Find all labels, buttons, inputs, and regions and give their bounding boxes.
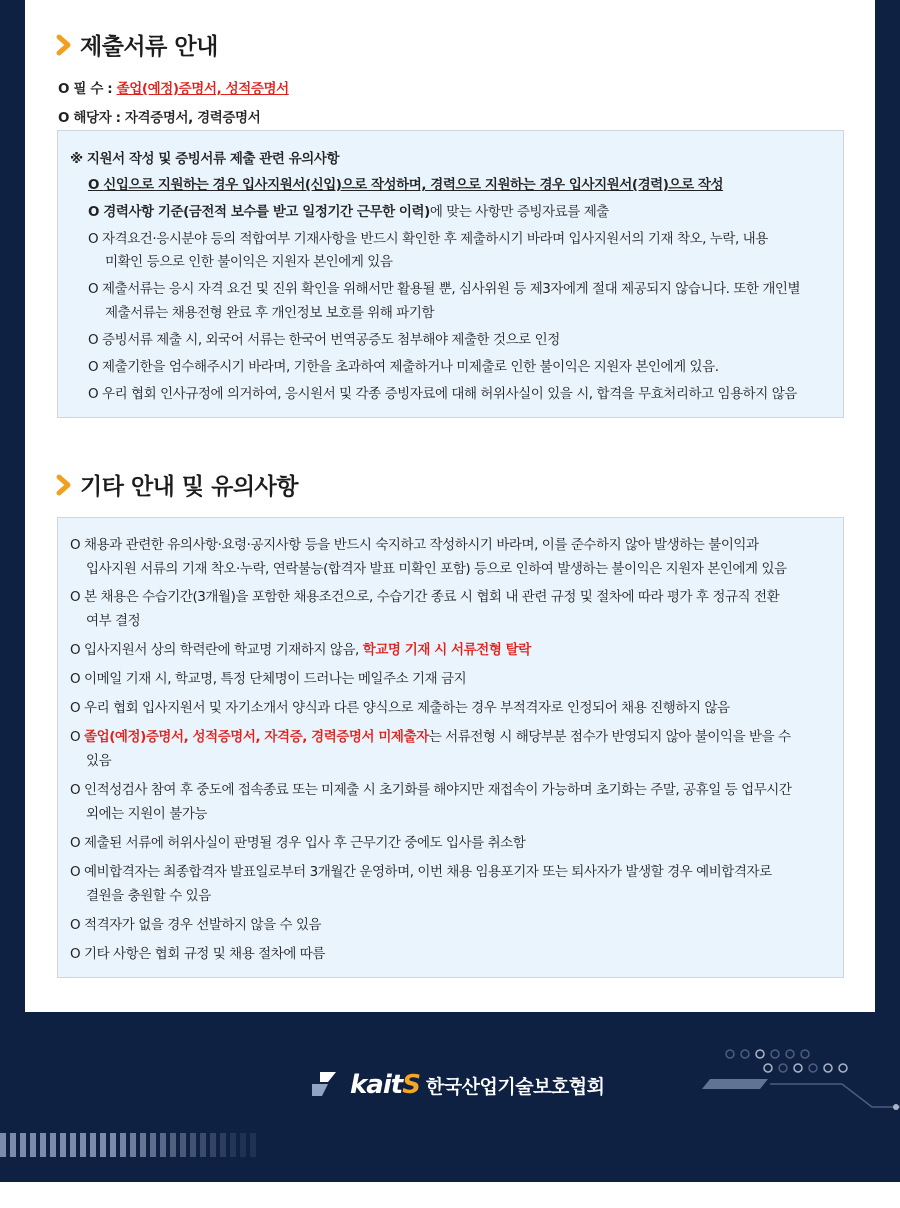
notice-box — [57, 130, 844, 418]
other-item-continued: 있음 — [86, 753, 112, 769]
stripe — [230, 1133, 236, 1157]
stripe — [70, 1133, 76, 1157]
section-title-documents — [56, 28, 218, 61]
footer-logo — [308, 1070, 604, 1100]
chevron-right-icon — [56, 474, 72, 496]
other-item: O 채용과 관련한 유의사항·요령·공지사항 등을 반드시 숙지하고 작성하시기 바라며, 이를 준수하지 않아 발생하는 불이익과 — [70, 537, 759, 553]
stripe — [180, 1133, 186, 1157]
required-docs-line — [58, 77, 289, 97]
notice-item: O 제출서류는 응시 자격 요건 및 진위 확인을 위해서만 활용될 뿐, 심사위원 등 제3자에게 절대 제공되지 않습니다. 또한 개인별 — [88, 281, 801, 297]
applicable-label: O 해당자 : — [58, 110, 125, 126]
applicable-docs-line — [58, 106, 260, 126]
stripe — [30, 1133, 36, 1157]
stripe — [120, 1133, 126, 1157]
other-item-continued: 외에는 지원이 불가능 — [86, 806, 208, 822]
section-title-text: 기타 안내 및 유의사항 — [80, 474, 298, 500]
notice-item-continued: 제출서류는 채용전형 완료 후 개인정보 보호를 위해 파기함 — [105, 305, 435, 321]
stripe — [220, 1133, 226, 1157]
stripe — [10, 1133, 16, 1157]
other-item: O 적격자가 없을 경우 선발하지 않을 수 있음 — [70, 917, 322, 933]
other-item-continued: 결원을 충원할 수 있음 — [86, 888, 211, 904]
stripe — [40, 1133, 46, 1157]
stripe — [140, 1133, 146, 1157]
notice-item: O 제출기한을 엄수해주시기 바라며, 기한을 초과하여 제출하거나 미제출로 인한 불이익은 지원자 본인에게 있음. — [88, 359, 719, 375]
other-item: O 기타 사항은 협회 규정 및 채용 절차에 따름 — [70, 946, 325, 962]
other-item-continued: 입사지원 서류의 기재 착오·누락, 연락불능(합격자 발표 미확인 포함) 등으로 인하여 발생하는 불이익은 지원자 본인에게 있음 — [86, 561, 787, 577]
applicable-value: 자격증명서, 경력증명서 — [124, 110, 261, 126]
stripe — [0, 1133, 6, 1157]
footer-stripe-pattern — [0, 1133, 256, 1157]
stripe — [60, 1133, 66, 1157]
other-item: O 입사지원서 상의 학력란에 학교명 기재하지 않음, 학교명 기재 시 서류전형 탈락 — [70, 642, 531, 658]
notice-item-continued: 미확인 등으로 인한 불이익은 지원자 본인에게 있음 — [105, 254, 393, 270]
notice-item: O 증빙서류 제출 시, 외국어 서류는 한국어 번역공증도 첨부해야 제출한 것으로 인정 — [88, 332, 560, 348]
other-item: O 인적성검사 참여 후 중도에 접속종료 또는 미제출 시 초기화를 해야지만 재접속이 가능하며 초기화는 주말, 공휴일 등 업무시간 — [70, 782, 792, 798]
stripe — [250, 1133, 256, 1157]
stripe — [210, 1133, 216, 1157]
stripe — [50, 1133, 56, 1157]
notice-item: O 우리 협회 인사규정에 의거하여, 응시원서 및 각종 증빙자료에 대해 허위사실이 있을 시, 합격을 무효처리하고 임용하지 않음 — [88, 386, 797, 402]
other-item: O 제출된 서류에 허위사실이 판명될 경우 입사 후 근무기간 중에도 입사를 취소함 — [70, 835, 526, 851]
stripe — [190, 1133, 196, 1157]
notice-item: O 경력사항 기준(금전적 보수를 받고 일정기간 근무한 이력)에 맞는 사항만 증빙자료를 제출 — [88, 204, 609, 220]
other-item-continued: 여부 결정 — [86, 613, 141, 629]
kait-logo-icon — [308, 1070, 344, 1100]
stripe — [150, 1133, 156, 1157]
other-item: O 졸업(예정)증명서, 성적증명서, 자격증, 경력증명서 미제출자는 서류전형 시 해당부분 점수가 반영되지 않아 불이익을 받을 수 — [70, 729, 791, 745]
notice-item: O 자격요건·응시분야 등의 적합여부 기재사항을 반드시 확인한 후 제출하시기 바라며 입사지원서의 기재 착오, 누락, 내용 — [88, 231, 768, 247]
section-title-text: 제출서류 안내 — [80, 34, 218, 60]
required-value: 졸업(예정)증명서, 성적증명서 — [116, 81, 289, 97]
notice-item: O 신입으로 지원하는 경우 입사지원서(신입)으로 작성하며, 경력으로 지원하는 경우 입사지원서(경력)으로 작성 — [88, 177, 724, 193]
stripe — [100, 1133, 106, 1157]
stripe — [110, 1133, 116, 1157]
stripe — [90, 1133, 96, 1157]
required-label: O 필 수 : — [58, 81, 117, 97]
stripe — [130, 1133, 136, 1157]
stripe — [20, 1133, 26, 1157]
stripe — [170, 1133, 176, 1157]
stripe — [160, 1133, 166, 1157]
notice-heading: ※ 지원서 작성 및 증빙서류 제출 관련 유의사항 — [70, 151, 340, 167]
stripe — [240, 1133, 246, 1157]
other-item: O 우리 협회 입사지원서 및 자기소개서 양식과 다른 양식으로 제출하는 경우 부적격자로 인정되어 채용 진행하지 않음 — [70, 700, 730, 716]
other-item: O 본 채용은 수습기간(3개월)을 포함한 채용조건으로, 수습기간 종료 시 협회 내 관련 규정 및 절차에 따라 평가 후 정규직 전환 — [70, 589, 780, 605]
other-item: O 이메일 기재 시, 학교명, 특정 단체명이 드러나는 메일주소 기재 금지 — [70, 671, 467, 687]
other-notice-box — [57, 517, 844, 978]
section-title-other — [56, 468, 298, 501]
logo-wordmark: kaitS — [350, 1070, 420, 1100]
stripe — [200, 1133, 206, 1157]
page-bottom — [0, 1182, 900, 1208]
stripe — [80, 1133, 86, 1157]
other-item: O 예비합격자는 최종합격자 발표일로부터 3개월간 운영하며, 이번 채용 임용포기자 또는 퇴사자가 발생할 경우 예비합격자로 — [70, 864, 772, 880]
org-name: 한국산업기술보호협회 — [425, 1075, 605, 1098]
chevron-right-icon — [56, 34, 72, 56]
